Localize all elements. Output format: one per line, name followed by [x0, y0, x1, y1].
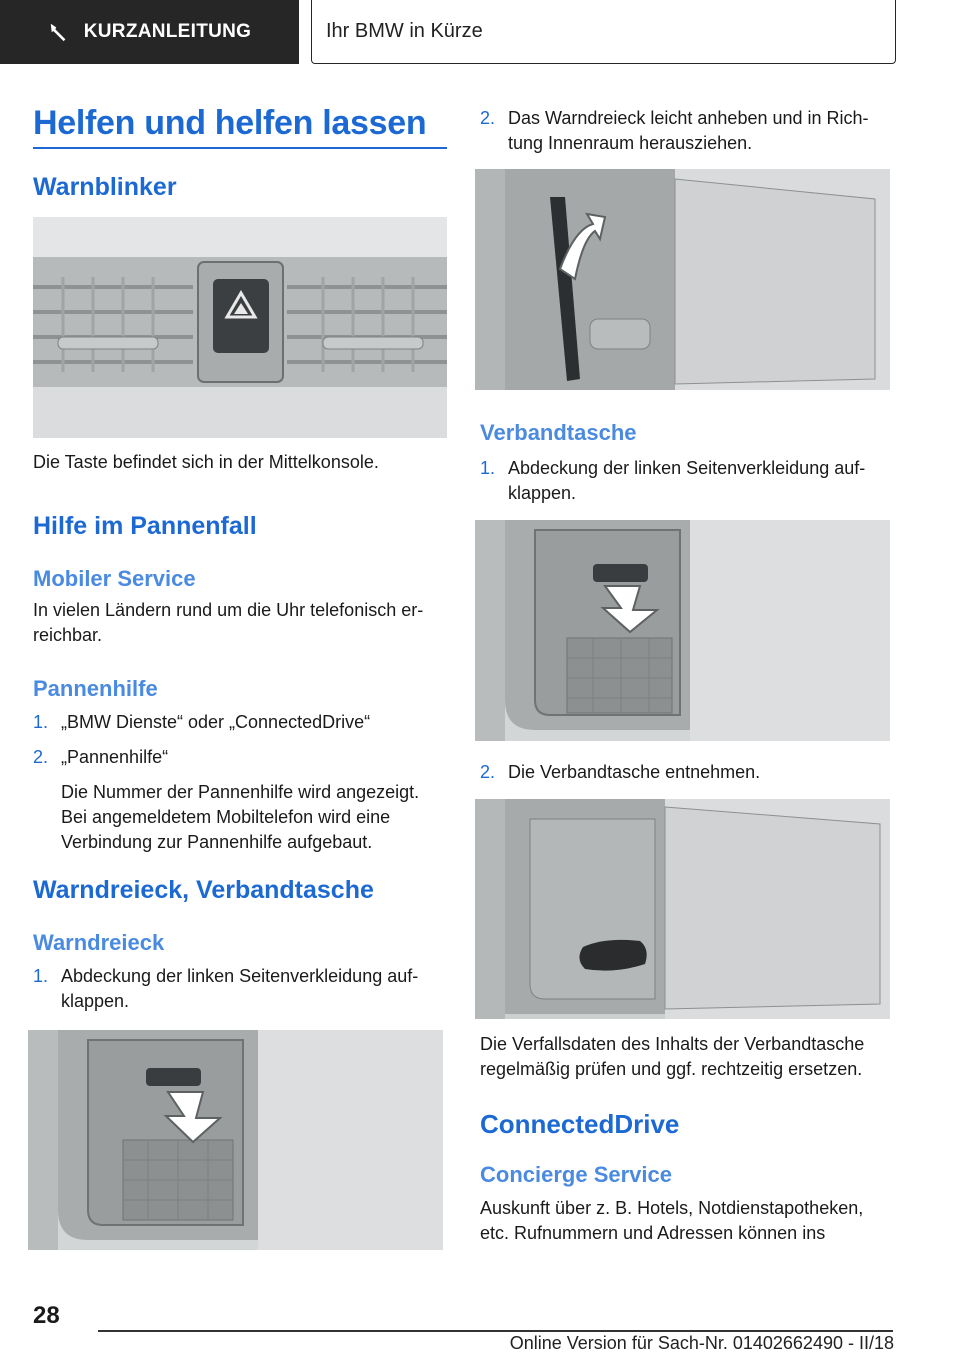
step-text: „Pannenhilfe“ — [61, 747, 169, 767]
section-tab-label: KURZANLEITUNG — [83, 21, 252, 42]
heading-concierge-service: Concierge Service — [480, 1162, 672, 1187]
verbandtasche-note: Die Verfallsdaten des Inhalts der Verbandtasche regelmäßig prüfen und ggf. rechtzeitig ersetzen. — [480, 1034, 865, 1079]
step-text-line: Das Warndreieck leicht anheben und in Rich- — [508, 108, 869, 128]
title-rule — [33, 147, 447, 149]
warndreieck-step-2 — [480, 106, 869, 156]
chapter-title — [311, 0, 896, 64]
first-aid-kit-figure — [475, 799, 890, 1019]
footer-rule — [98, 1330, 893, 1332]
step-text-line: klappen. — [508, 483, 577, 503]
step-number: 1. — [33, 712, 49, 732]
heading-pannenhilfe: Pannenhilfe — [33, 676, 158, 701]
heading-warndreieck-verbandtasche: Warndreieck, Verbandtasche — [33, 876, 374, 904]
side-panel-open-figure — [28, 1030, 443, 1250]
heading-connecteddrive: ConnectedDrive — [480, 1109, 680, 1139]
step-text-line: Abdeckung der linken Seitenverkleidung auf- — [508, 458, 866, 478]
heading-verbandtasche: Verbandtasche — [480, 420, 637, 445]
page-title: Helfen und helfen lassen — [33, 104, 427, 142]
step-text: Die Verbandtasche entnehmen. — [508, 762, 761, 782]
warndreieck-step-1 — [33, 964, 418, 1014]
pannenhilfe-step-2 — [33, 745, 419, 855]
side-panel-open-figure-2 — [475, 520, 890, 741]
step-number: 2. — [480, 762, 496, 782]
heading-warndreieck: Warndreieck — [33, 930, 165, 955]
step-note-line: Verbindung zur Pannenhilfe aufgebaut. — [61, 832, 373, 852]
step-number: 2. — [33, 747, 49, 767]
verbandtasche-step-1 — [480, 456, 865, 506]
step-text-line: Abdeckung der linken Seitenverkleidung auf- — [61, 966, 419, 986]
step-text-line: tung Innenraum herausziehen. — [508, 133, 753, 153]
wrench-icon — [48, 21, 70, 43]
section-tab — [0, 0, 299, 64]
step-text-line: klappen. — [61, 991, 130, 1011]
step-number: 1. — [480, 458, 496, 478]
heading-mobiler-service: Mobiler Service — [33, 566, 196, 591]
mobiler-service-text: In vielen Ländern rund um die Uhr telefonisch er- reichbar. — [33, 600, 424, 645]
warning-triangle-figure — [475, 169, 890, 390]
verbandtasche-step-2 — [480, 760, 760, 785]
online-version: Online Version für Sach-Nr. 01402662490 - II/18 — [509, 1333, 894, 1353]
step-note-line: Die Nummer der Pannenhilfe wird angezeigt. — [61, 782, 420, 802]
page-number: 28 — [33, 1302, 60, 1329]
pannenhilfe-step-1 — [33, 710, 370, 735]
hazard-switch-figure — [33, 217, 447, 438]
heading-warnblinker: Warnblinker — [33, 173, 177, 201]
step-number: 1. — [33, 966, 49, 986]
step-note-line: Bei angemeldetem Mobiltelefon wird eine — [61, 807, 391, 827]
warnblinker-caption: Die Taste befindet sich in der Mittelkonsole. — [33, 452, 379, 472]
chapter-title-label: Ihr BMW in Kürze — [326, 20, 483, 42]
heading-pannenfall: Hilfe im Pannenfall — [33, 512, 257, 540]
step-text: „BMW Dienste“ oder „ConnectedDrive“ — [61, 712, 371, 732]
concierge-text: Auskunft über z. B. Hotels, Notdienstapotheken, etc. Rufnummern und Adressen können ins — [480, 1198, 864, 1243]
step-number: 2. — [480, 108, 496, 128]
